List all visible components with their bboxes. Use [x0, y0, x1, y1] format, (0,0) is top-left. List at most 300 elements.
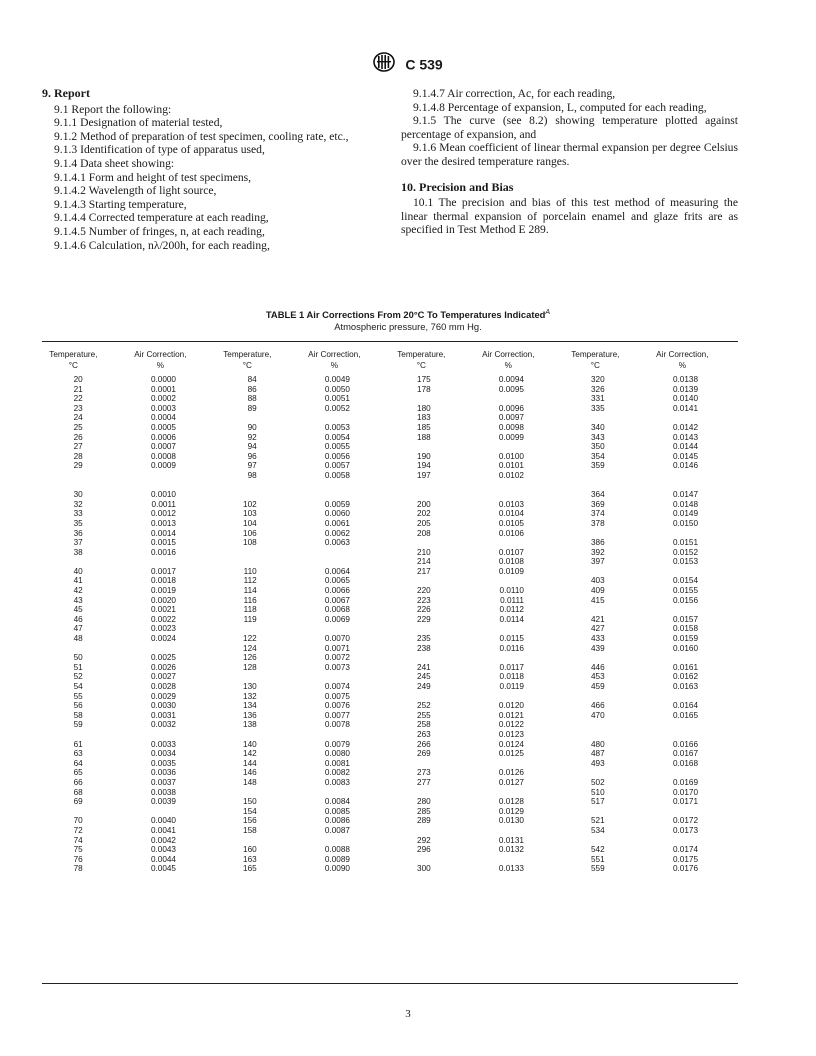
temperature-cell [42, 481, 105, 491]
air-correction-cell: 0.0001 [150, 384, 176, 394]
air-correction-cell: 0.0123 [498, 729, 524, 739]
air-correction-cell: 0.0127 [498, 777, 524, 787]
temperature-cell [564, 730, 627, 740]
temperature-cell: 28 [73, 451, 83, 461]
temperature-cell [216, 788, 279, 798]
temperature-cell: 25 [73, 422, 83, 432]
temperature-cell: 124 [243, 643, 257, 653]
air-correction-cell: 0.0145 [672, 451, 698, 461]
table-row [42, 509, 738, 519]
temperature-cell: 263 [417, 729, 431, 739]
table-row [42, 720, 738, 730]
temperature-cell: 266 [417, 739, 431, 749]
air-correction-cell: 0.0007 [150, 442, 176, 452]
report-item: 9.1.4.1 Form and height of test specimens, [54, 170, 252, 184]
temperature-cell: 150 [243, 797, 257, 807]
air-correction-cell: 0.0039 [150, 797, 176, 807]
temperature-cell: 289 [417, 816, 431, 826]
air-correction-cell: 0.0043 [150, 845, 176, 855]
air-correction-cell: 0.0020 [150, 595, 176, 605]
air-correction-cell: 0.0038 [150, 787, 176, 797]
table-title: TABLE 1 Air Corrections From 20°C To Temperatures Indicated [265, 309, 546, 321]
table-row [42, 529, 738, 539]
temperature-cell: 273 [417, 768, 431, 778]
report-item: 9.1.4.2 Wavelength of light source, [54, 184, 217, 198]
temperature-cell: 241 [417, 662, 431, 672]
temperature-cell: 42 [73, 586, 83, 596]
temperature-cell: 86 [247, 384, 257, 394]
air-correction-cell [453, 653, 564, 663]
air-correction-cell: 0.0014 [150, 528, 176, 538]
temperature-cell: 369 [591, 499, 605, 509]
temperature-cell: 252 [417, 701, 431, 711]
air-correction-cell: 0.0122 [498, 720, 524, 730]
air-correction-cell: 0.0164 [672, 701, 698, 711]
temperature-cell: 197 [417, 470, 431, 480]
table-row [42, 855, 738, 865]
temperature-cell: 29 [73, 461, 83, 471]
temperature-cell [564, 481, 627, 491]
air-correction-cell: 0.0005 [150, 422, 176, 432]
temperature-cell: 205 [417, 518, 431, 528]
air-correction-cell [453, 576, 564, 586]
air-correction-cell: 0.0153 [672, 557, 698, 567]
temperature-cell: 106 [243, 528, 257, 538]
table-body [42, 375, 738, 874]
air-correction-cell: 0.0024 [150, 634, 176, 644]
temperature-cell: 551 [591, 854, 605, 864]
air-correction-cell: 0.0033 [150, 739, 176, 749]
table-row [42, 672, 738, 682]
air-correction-cell: 0.0031 [150, 710, 176, 720]
temperature-cell: 343 [591, 432, 605, 442]
air-correction-cell: 0.0100 [498, 451, 524, 461]
report-item: 9.1 Report the following: [54, 102, 172, 116]
temperature-cell: 102 [243, 499, 257, 509]
air-correction-cell [453, 394, 564, 404]
temperature-cell: 72 [73, 825, 83, 835]
temperature-cell [216, 413, 279, 423]
air-correction-cell [279, 557, 390, 567]
air-correction-cell [627, 529, 738, 539]
air-correction-cell: 0.0052 [324, 403, 350, 413]
air-correction-cell: 0.0170 [672, 787, 698, 797]
temperature-cell: 45 [73, 605, 83, 615]
air-correction-cell: 0.0017 [150, 566, 176, 576]
table-row [42, 663, 738, 673]
temperature-cell: 403 [591, 576, 605, 586]
temperature-cell: 439 [591, 643, 605, 653]
air-correction-cell: 0.0085 [324, 806, 350, 816]
air-correction-cell [279, 490, 390, 500]
air-correction-cell [627, 471, 738, 481]
air-correction-cell: 0.0044 [150, 854, 176, 864]
temperature-cell: 97 [247, 461, 257, 471]
air-correction-cell: 0.0064 [324, 566, 350, 576]
air-correction-cell: 0.0099 [498, 432, 524, 442]
air-correction-cell [105, 481, 216, 491]
table-row [42, 644, 738, 654]
temperature-cell [390, 538, 453, 548]
report-item: 9.1.4.4 Corrected temperature at each reading, [54, 211, 269, 225]
temperature-cell: 46 [73, 614, 83, 624]
air-correction-cell: 0.0112 [499, 605, 524, 615]
temperature-cell: 245 [417, 672, 431, 682]
temperature-cell: 119 [243, 614, 257, 624]
air-correction-cell: 0.0051 [324, 394, 350, 404]
table-row [42, 682, 738, 692]
temperature-cell: 48 [73, 634, 83, 644]
temperature-cell: 433 [591, 634, 605, 644]
air-correction-cell: 0.0015 [150, 538, 176, 548]
air-correction-cell: 0.0133 [498, 864, 524, 874]
temperature-cell: 160 [243, 845, 257, 855]
air-correction-cell: 0.0063 [324, 538, 350, 548]
temperature-cell: 103 [243, 509, 257, 519]
table-row [42, 605, 738, 615]
temperature-cell: 296 [417, 845, 431, 855]
air-correction-cell [453, 538, 564, 548]
table-row [42, 481, 738, 491]
table-row [42, 615, 738, 625]
air-correction-cell [279, 548, 390, 558]
report-item: 9.1.4 Data sheet showing: [54, 156, 175, 170]
temperature-cell: 33 [73, 509, 83, 519]
temperature-cell: 84 [247, 375, 257, 384]
air-correction-cell: 0.0023 [150, 624, 176, 634]
temperature-cell [564, 605, 627, 615]
temperature-cell [42, 730, 105, 740]
air-correction-cell: 0.0141 [672, 403, 698, 413]
temperature-cell: 54 [73, 682, 83, 691]
temperature-cell: 214 [417, 557, 431, 567]
temperature-cell [42, 644, 105, 654]
air-correction-cell: 0.0125 [498, 749, 524, 759]
table-row [42, 768, 738, 778]
table-row [42, 624, 738, 634]
air-correction-cell: 0.0042 [150, 835, 176, 845]
air-correction-cell: 0.0171 [672, 797, 698, 807]
report-item: 9.1.2 Method of preparation of test specimen, cooling rate, etc., [54, 129, 349, 143]
temperature-cell: 38 [73, 547, 83, 557]
air-correction-cell: 0.0049 [324, 375, 350, 384]
air-correction-cell [627, 481, 738, 491]
temperature-cell: 112 [243, 576, 257, 586]
temperature-cell: 466 [591, 701, 605, 711]
temperature-cell [216, 836, 279, 846]
temperature-cell [390, 759, 453, 769]
temperature-cell: 354 [591, 451, 605, 461]
temperature-cell: 51 [73, 662, 83, 672]
temperature-cell: 122 [243, 634, 257, 644]
temperature-cell: 92 [247, 432, 257, 442]
temperature-cell: 108 [243, 538, 257, 548]
temperature-cell: 61 [73, 739, 83, 749]
table-row [42, 394, 738, 404]
air-correction-cell: 0.0000 [150, 375, 176, 384]
temperature-cell: 23 [73, 403, 83, 413]
table-row [42, 500, 738, 510]
temperature-cell: 41 [73, 576, 83, 586]
table-caption [0, 309, 816, 332]
temperature-cell: 126 [243, 653, 257, 663]
air-correction-cell [105, 471, 216, 481]
air-correction-cell: 0.0146 [672, 461, 698, 471]
temperature-cell [390, 788, 453, 798]
temperature-cell: 559 [591, 864, 605, 874]
column-header: Air Correction, % [134, 350, 187, 370]
air-correction-cell [627, 720, 738, 730]
air-correction-cell [627, 807, 738, 817]
air-correction-cell: 0.0169 [672, 777, 698, 787]
air-correction-cell: 0.0166 [672, 739, 698, 749]
temperature-cell: 132 [243, 691, 257, 701]
air-correction-cell: 0.0095 [498, 384, 524, 394]
temperature-cell [564, 529, 627, 539]
air-correction-cell: 0.0032 [150, 720, 176, 730]
temperature-cell [216, 730, 279, 740]
temperature-cell: 63 [73, 749, 83, 759]
air-correction-cell: 0.0144 [672, 442, 698, 452]
report-item: 9.1.4.7 Air correction, Ac, for each reading, [413, 87, 616, 100]
air-correction-cell: 0.0058 [324, 470, 350, 480]
temperature-cell [216, 557, 279, 567]
temperature-cell: 285 [417, 806, 431, 816]
temperature-cell: 175 [417, 375, 431, 384]
report-continued [401, 87, 738, 237]
temperature-cell: 116 [243, 595, 257, 605]
air-correction-cell [453, 759, 564, 769]
table-row [42, 490, 738, 500]
temperature-cell: 226 [417, 605, 431, 615]
temperature-cell: 208 [417, 528, 431, 538]
air-correction-cell: 0.0029 [150, 691, 176, 701]
temperature-cell: 136 [243, 710, 257, 720]
astm-logo-icon [373, 52, 395, 77]
air-correction-cell: 0.0106 [498, 528, 524, 538]
temperature-cell [564, 836, 627, 846]
air-correction-cell: 0.0006 [150, 432, 176, 442]
table-row [42, 740, 738, 750]
temperature-cell: 277 [417, 777, 431, 787]
air-correction-cell: 0.0082 [324, 768, 350, 778]
temperature-cell [564, 653, 627, 663]
air-correction-cell: 0.0067 [324, 595, 350, 605]
temperature-cell: 493 [591, 758, 605, 768]
air-correction-cell [627, 730, 738, 740]
table-row [42, 442, 738, 452]
air-correction-cell [627, 413, 738, 423]
table-row [42, 375, 738, 385]
air-correction-cell: 0.0160 [672, 643, 698, 653]
temperature-cell [564, 692, 627, 702]
air-correction-cell: 0.0075 [324, 691, 350, 701]
temperature-cell: 235 [417, 634, 431, 644]
air-correction-cell: 0.0119 [499, 682, 524, 691]
temperature-cell: 114 [243, 586, 257, 596]
air-correction-cell: 0.0097 [498, 413, 524, 423]
temperature-cell: 40 [73, 566, 83, 576]
air-correction-cell: 0.0118 [499, 672, 524, 682]
temperature-cell: 35 [73, 518, 83, 528]
air-correction-cell: 0.0131 [498, 835, 524, 845]
table-row [42, 807, 738, 817]
air-correction-cell [279, 413, 390, 423]
air-correction-cell: 0.0030 [150, 701, 176, 711]
air-correction-cell [453, 692, 564, 702]
column-header: Temperature, °C [49, 350, 98, 370]
air-correction-cell: 0.0156 [672, 595, 698, 605]
air-correction-cell: 0.0026 [150, 662, 176, 672]
temperature-cell: 148 [243, 777, 257, 787]
air-correction-cell: 0.0115 [499, 634, 524, 644]
temperature-cell: 229 [417, 614, 431, 624]
air-correction-cell: 0.0002 [150, 394, 176, 404]
air-correction-cell: 0.0130 [498, 816, 524, 826]
table-top-rule [42, 341, 738, 342]
air-correction-cell: 0.0004 [150, 413, 176, 423]
temperature-cell: 459 [591, 682, 605, 691]
temperature-cell: 55 [73, 691, 83, 701]
column-header: Air Correction, % [482, 350, 535, 370]
temperature-cell [390, 855, 453, 865]
air-correction-cell: 0.0040 [150, 816, 176, 826]
temperature-cell: 180 [417, 403, 431, 413]
temperature-cell: 446 [591, 662, 605, 672]
temperature-cell: 69 [73, 797, 83, 807]
air-correction-cell: 0.0150 [672, 518, 698, 528]
air-correction-cell: 0.0009 [150, 461, 176, 471]
air-correction-cell: 0.0080 [324, 749, 350, 759]
temperature-cell [390, 481, 453, 491]
air-correction-cell: 0.0158 [672, 624, 698, 634]
air-correction-cell: 0.0089 [324, 854, 350, 864]
temperature-cell [390, 442, 453, 452]
temperature-cell: 163 [243, 854, 257, 864]
temperature-cell [564, 413, 627, 423]
air-correction-cell: 0.0016 [150, 547, 176, 557]
temperature-cell [564, 720, 627, 730]
document-designation: C 539 [405, 56, 443, 73]
air-correction-cell: 0.0148 [672, 499, 698, 509]
table-row [42, 423, 738, 433]
air-correction-cell: 0.0069 [324, 614, 350, 624]
air-correction-cell: 0.0057 [324, 461, 350, 471]
temperature-cell: 480 [591, 739, 605, 749]
temperature-cell [564, 471, 627, 481]
temperature-cell: 210 [417, 547, 431, 557]
table-row [42, 404, 738, 414]
air-correction-cell: 0.0060 [324, 509, 350, 519]
temperature-cell [564, 567, 627, 577]
air-correction-cell: 0.0140 [672, 394, 698, 404]
table-row [42, 759, 738, 769]
air-correction-cell: 0.0111 [500, 595, 524, 605]
air-correction-cell [627, 567, 738, 577]
air-correction-cell: 0.0022 [150, 614, 176, 624]
air-correction-cell: 0.0174 [672, 845, 698, 855]
temperature-cell: 378 [591, 518, 605, 528]
air-correction-cell [453, 481, 564, 491]
air-correction-cell: 0.0077 [324, 710, 350, 720]
temperature-cell: 386 [591, 538, 605, 548]
air-correction-cell: 0.0074 [324, 682, 350, 691]
temperature-cell: 320 [591, 375, 605, 384]
table-row [42, 826, 738, 836]
air-correction-cell: 0.0076 [324, 701, 350, 711]
air-correction-cell [105, 644, 216, 654]
temperature-cell: 359 [591, 461, 605, 471]
temperature-cell: 96 [247, 451, 257, 461]
temperature-cell: 178 [417, 384, 431, 394]
temperature-cell: 88 [247, 394, 257, 404]
air-correction-cell: 0.0062 [324, 528, 350, 538]
air-correction-cell: 0.0010 [150, 490, 176, 500]
air-correction-cell [627, 653, 738, 663]
air-correction-cell: 0.0035 [150, 758, 176, 768]
air-corrections-table [42, 349, 738, 874]
temperature-cell [42, 557, 105, 567]
air-correction-cell: 0.0084 [324, 797, 350, 807]
table-row [42, 461, 738, 471]
air-correction-cell: 0.0036 [150, 768, 176, 778]
temperature-cell: 65 [73, 768, 83, 778]
air-correction-cell: 0.0013 [150, 518, 176, 528]
air-correction-cell: 0.0176 [672, 864, 698, 874]
air-correction-cell: 0.0008 [150, 451, 176, 461]
section-heading-report: 9. Report [42, 86, 90, 100]
table-row [42, 567, 738, 577]
air-correction-cell [627, 692, 738, 702]
air-correction-cell: 0.0041 [150, 825, 176, 835]
air-correction-cell: 0.0152 [672, 547, 698, 557]
air-correction-cell: 0.0055 [324, 442, 350, 452]
temperature-cell: 26 [73, 432, 83, 442]
air-correction-cell: 0.0117 [499, 662, 524, 672]
report-section [42, 87, 382, 252]
temperature-cell: 110 [243, 566, 257, 576]
table-row [42, 778, 738, 788]
air-correction-cell [627, 605, 738, 615]
air-correction-cell [453, 442, 564, 452]
air-correction-cell: 0.0027 [150, 672, 176, 682]
temperature-cell: 70 [73, 816, 83, 826]
temperature-cell [216, 672, 279, 682]
temperature-cell: 517 [591, 797, 605, 807]
temperature-cell: 94 [247, 442, 257, 452]
air-correction-cell: 0.0147 [672, 490, 698, 500]
air-correction-cell: 0.0165 [672, 710, 698, 720]
temperature-cell: 50 [73, 653, 83, 663]
air-correction-cell: 0.0073 [324, 662, 350, 672]
air-correction-cell: 0.0167 [672, 749, 698, 759]
temperature-cell: 220 [417, 586, 431, 596]
temperature-cell: 37 [73, 538, 83, 548]
air-correction-cell: 0.0019 [150, 586, 176, 596]
air-correction-cell: 0.0090 [324, 864, 350, 874]
temperature-cell: 76 [73, 854, 83, 864]
air-correction-cell: 0.0173 [672, 825, 698, 835]
temperature-cell: 89 [247, 403, 257, 413]
temperature-cell: 156 [243, 816, 257, 826]
air-correction-cell: 0.0098 [498, 422, 524, 432]
air-correction-cell [627, 768, 738, 778]
temperature-cell: 138 [243, 720, 257, 730]
air-correction-cell [279, 788, 390, 798]
air-correction-cell: 0.0175 [672, 854, 698, 864]
air-correction-cell: 0.0120 [498, 701, 524, 711]
air-correction-cell [279, 624, 390, 634]
